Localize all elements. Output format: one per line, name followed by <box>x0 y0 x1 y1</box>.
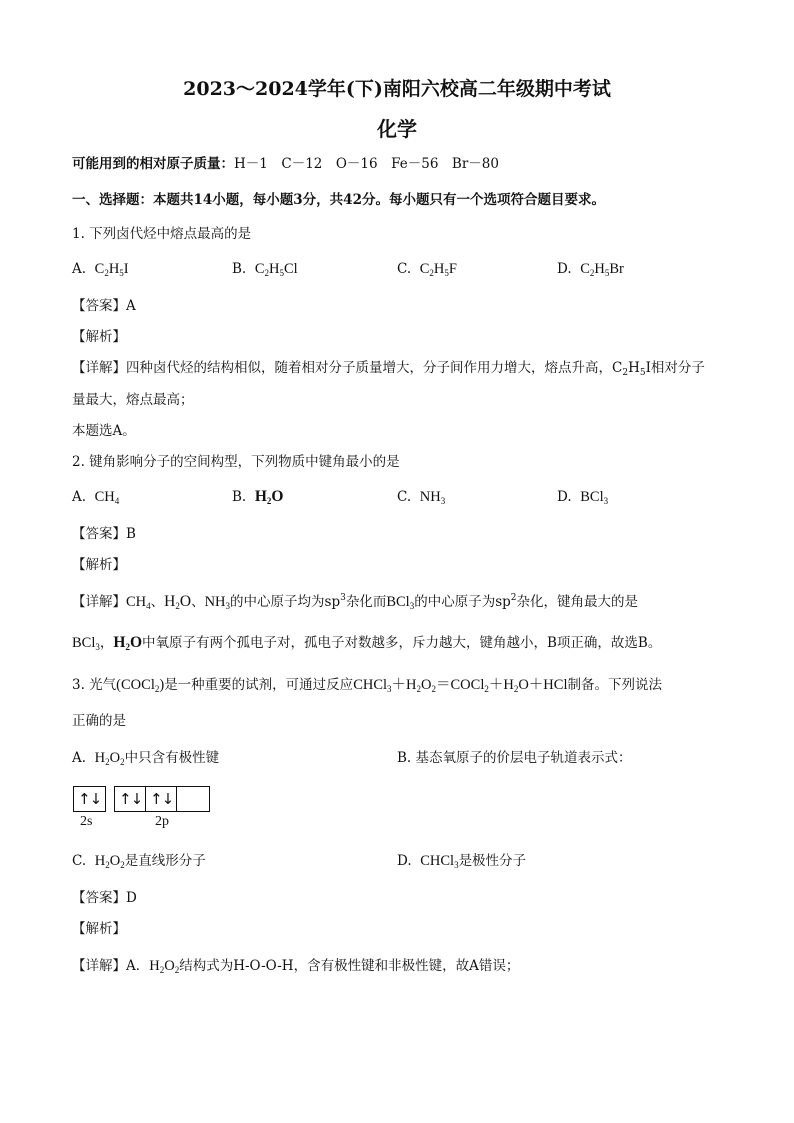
q1-detail-line1: 【详解】四种卤代烃的结构相似，随着相对分子质量增大，分子间作用力增大，熔点升高，$C_2H_5I$相对分子 <box>72 360 705 378</box>
q3-detail-line1: 【详解】A．$H_2O_2$结构式为H-O-O-H，含有极性键和非极性键，故A错误； <box>72 958 520 975</box>
orbital-2p-cell-2 <box>146 787 177 811</box>
question-3-stem-line2: 正确的是 <box>72 713 126 729</box>
orbital-label-2p: 2p <box>155 814 169 829</box>
atomic-mass-line <box>72 154 499 174</box>
orbital-2p-cell-1 <box>115 787 146 811</box>
paired-arrows-icon: ↑↓ <box>119 790 143 808</box>
q3-option-d: D. CHCl$_3$是极性分子 <box>397 853 527 870</box>
orbital-2s-box <box>73 786 106 812</box>
orbital-2p-cell-3 <box>177 787 208 811</box>
q1-analysis-label: 【解析】 <box>72 329 126 345</box>
paired-arrows-icon: ↑↓ <box>78 790 102 808</box>
q2-option-c: C. $NH_3$ <box>397 489 446 506</box>
q3-option-b: B. 基态氧原子的价层电子轨道表示式： <box>397 750 632 766</box>
q2-detail-line2: BCl$_3$，$H_2O$中氧原子有两个孤电子对，孤电子对数越多，斥力越大，键角越小，B项正确，故选B。 <box>72 634 662 652</box>
q3-analysis-label: 【解析】 <box>72 921 126 937</box>
q2-option-a: A. $CH_4$ <box>72 489 120 506</box>
q2-option-d: D. BCl$_3$ <box>557 489 609 506</box>
q2-detail-line1: 【详解】$CH_4$、$H_2O$、$NH_3$的中心原子均为$sp^3$杂化而BCl$_3$的中心原子为$sp^2$杂化，键角最大的是 <box>72 593 639 611</box>
q1-answer: 【答案】A <box>72 298 136 314</box>
q3-option-a: A. $H_2O_2$中只含有极性键 <box>72 750 220 767</box>
question-1-stem: 1. 下列卤代烃中熔点最高的是 <box>72 226 252 242</box>
q2-answer: 【答案】B <box>72 526 136 542</box>
q1-option-c: C. $C_2H_5F$ <box>397 261 457 278</box>
q3-answer: 【答案】D <box>72 890 137 906</box>
section-heading: 一、选择题：本题共14小题，每小题3分，共42分。每小题只有一个选项符合题目要求。 <box>72 192 605 208</box>
exam-title: 2023～2024学年(下)南阳六校高二年级期中考试 <box>183 78 611 100</box>
orbital-2s-cell <box>74 787 105 811</box>
question-2-stem: 2. 键角影响分子的空间构型，下列物质中键角最小的是 <box>72 454 400 470</box>
question-3-stem: 3. 光气(COCl$_2$)是一种重要的试剂，可通过反应$CHCl_3+H_2O_2=COCl_2+H_2O+HCl$制备。下列说法 <box>72 677 662 694</box>
q3-option-c: C. $H_2O_2$是直线形分子 <box>72 853 206 870</box>
atomic-mass-values: H－1 C－12 O－16 Fe－56 Br－80 <box>234 156 499 172</box>
atomic-mass-label: 可能用到的相对原子质量： <box>72 156 234 172</box>
q1-option-d: D. $C_2H_5Br$ <box>557 261 624 278</box>
subject-title: 化学 <box>377 117 417 141</box>
q1-option-a: A. $C_2H_5I$ <box>72 261 129 278</box>
q1-option-b: B. $C_2H_5Cl$ <box>232 261 298 278</box>
q1-detail-line3: 本题选A。 <box>72 423 136 439</box>
q1-detail-line2: 量最大，熔点最高； <box>72 392 194 408</box>
orbital-label-2s: 2s <box>80 814 93 829</box>
q2-option-b: B. $H_2O$ <box>232 488 284 506</box>
q2-analysis-label: 【解析】 <box>72 557 126 573</box>
orbital-2p-box <box>114 786 210 812</box>
paired-arrows-icon: ↑↓ <box>150 790 174 808</box>
